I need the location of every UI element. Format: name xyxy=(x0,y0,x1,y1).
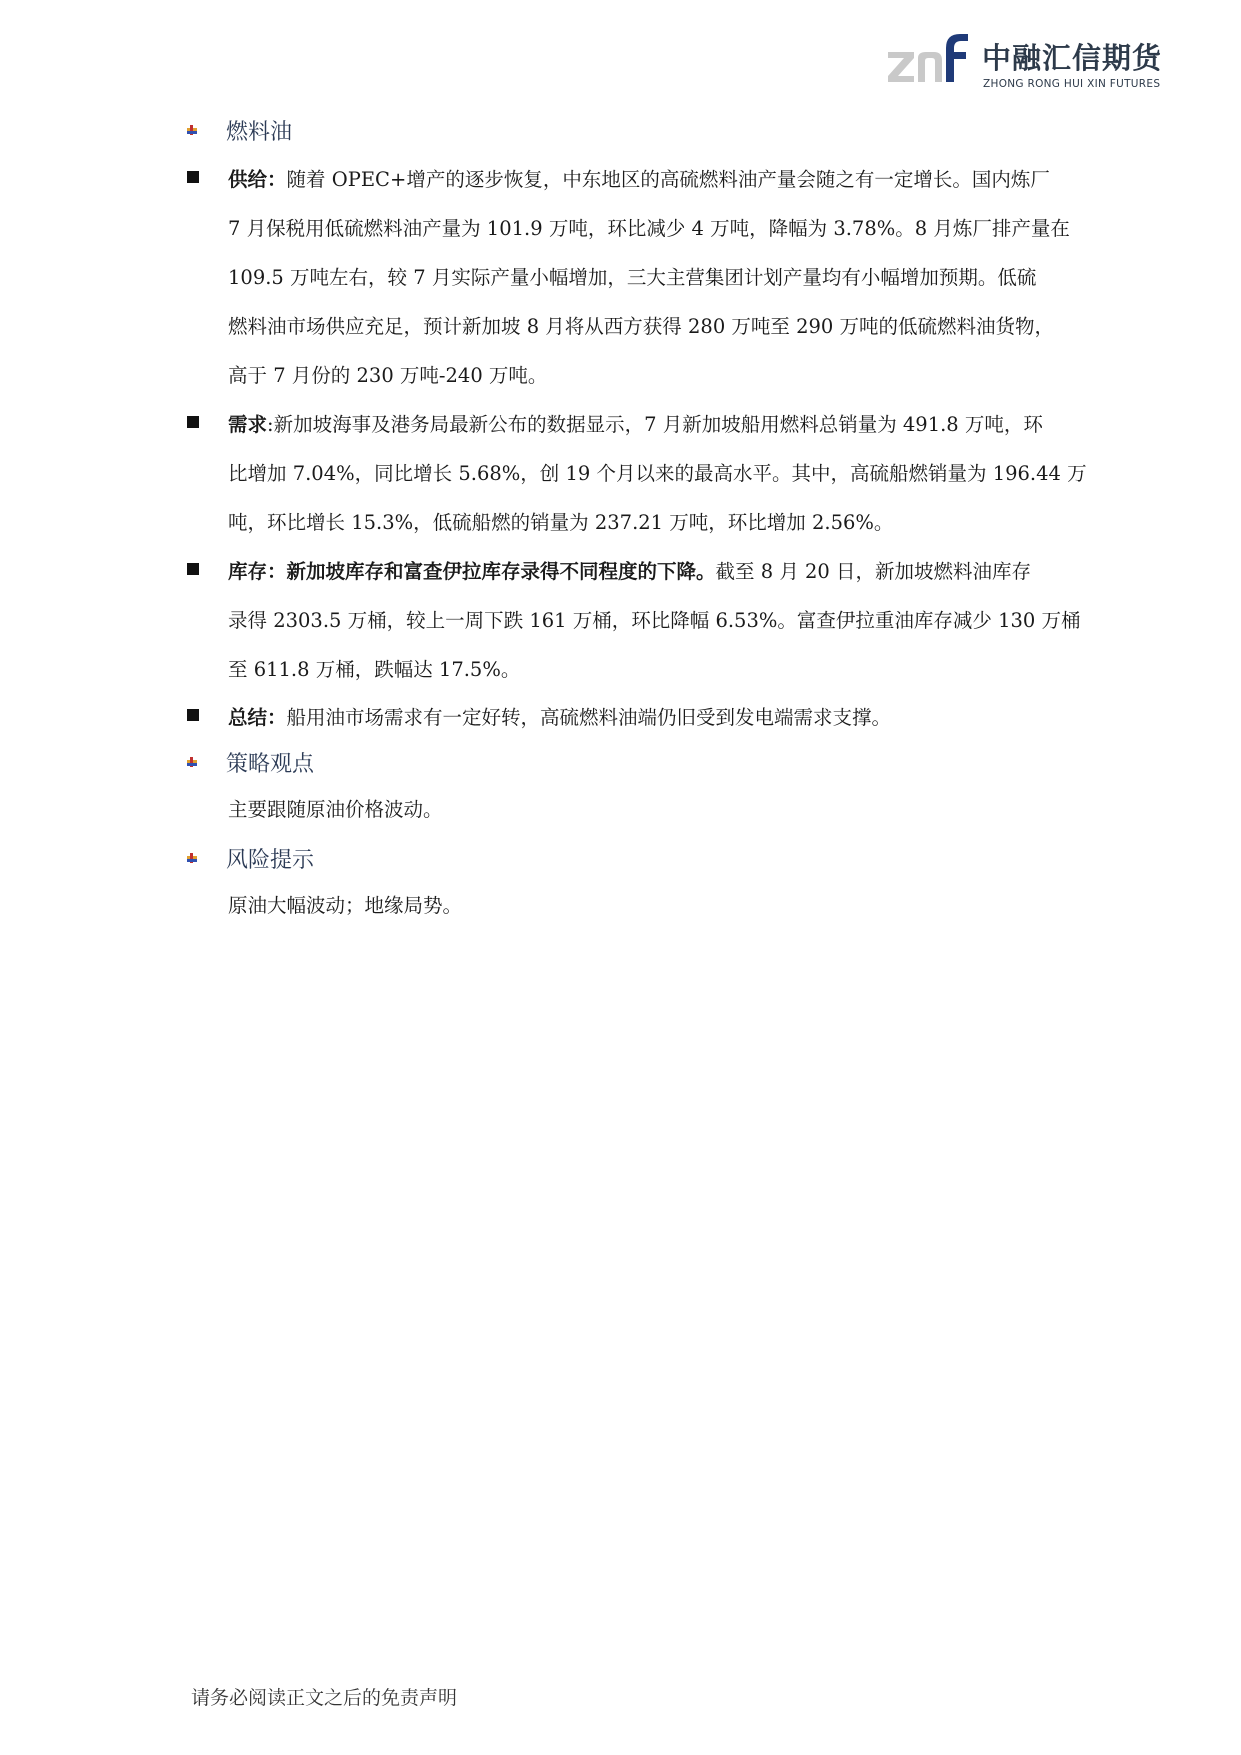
inventory-paragraph xyxy=(228,547,1128,694)
paragraph-line: 高于 7 月份的 230 万吨-240 万吨。 xyxy=(228,364,548,387)
section-bullet-icon xyxy=(184,123,200,137)
logo-company-name-cn: 中融汇信期货 xyxy=(982,41,1163,75)
section-heading-fuel-oil xyxy=(184,112,292,148)
section-heading-strategy xyxy=(184,744,314,780)
section-title: 风险提示 xyxy=(226,847,315,873)
company-logo xyxy=(884,30,1166,92)
section-title: 策略观点 xyxy=(226,751,315,777)
square-bullet-icon xyxy=(187,563,199,575)
paragraph-line xyxy=(228,547,1128,596)
paragraph-line: 比增加 7.04%，同比增长 5.68%，创 19 个月以来的最高水平。其中，高硫船燃销量为 196.44 万 xyxy=(228,462,1087,485)
demand-paragraph xyxy=(228,400,1128,547)
section-bullet-icon xyxy=(184,851,200,865)
square-bullet-icon xyxy=(187,416,199,428)
line-text: 截至 8 月 20 日，新加坡燃料油库存 xyxy=(715,560,1032,583)
paragraph-line: 吨，环比增长 15.3%，低硫船燃的销量为 237.21 万吨，环比增加 2.56%。 xyxy=(228,511,894,534)
strategy-body: 主要跟随原油价格波动。 xyxy=(228,798,443,821)
paragraph-line: 燃料油市场供应充足，预计新加坡 8 月将从西方获得 280 万吨至 290 万吨的低硫燃料油货物， xyxy=(228,315,1055,338)
section-title: 燃料油 xyxy=(226,119,293,145)
line-text: 随着 OPEC+增产的逐步恢复，中东地区的高硫燃料油产量会随之有一定增长。国内炼厂 xyxy=(286,168,1050,191)
paragraph-line: 录得 2303.5 万桶，较上一周下跌 161 万桶，环比降幅 6.53%。富查伊拉重油库存减少 130 万桶 xyxy=(228,609,1081,632)
paragraph-line: 7 月保税用低硫燃料油产量为 101.9 万吨，环比减少 4 万吨，降幅为 3.78%。8 月炼厂排产量在 xyxy=(228,217,1070,240)
paragraph-line: 至 611.8 万桶，跌幅达 17.5%。 xyxy=(228,658,521,681)
square-bullet-icon xyxy=(187,171,199,183)
supply-paragraph xyxy=(228,155,1128,400)
bullet-label: 供给： xyxy=(228,168,287,191)
section-bullet-icon xyxy=(184,755,200,769)
summary-paragraph xyxy=(228,693,1128,742)
risk-body: 原油大幅波动；地缘局势。 xyxy=(228,894,463,917)
square-bullet-icon xyxy=(187,709,199,721)
line-text: 船用油市场需求有一定好转，高硫燃料油端仍旧受到发电端需求支撑。 xyxy=(286,706,892,729)
znf-logo-mark-icon xyxy=(884,30,976,92)
paragraph-line xyxy=(228,693,1128,742)
bullet-label: 库存：新加坡库存和富查伊拉库存录得不同程度的下降。 xyxy=(228,560,716,583)
bullet-label: 需求 xyxy=(228,413,268,436)
footer-disclaimer: 请务必阅读正文之后的免责声明 xyxy=(191,1687,458,1709)
bullet-label: 总结： xyxy=(228,706,287,729)
paragraph-line xyxy=(228,155,1128,204)
paragraph-line xyxy=(228,400,1128,449)
section-heading-risk xyxy=(184,840,314,876)
line-text: :新加坡海事及港务局最新公布的数据显示，7 月新加坡船用燃料总销量为 491.8 万吨，环 xyxy=(267,413,1043,436)
paragraph-line: 109.5 万吨左右，较 7 月实际产量小幅增加，三大主营集团计划产量均有小幅增加预期。低硫 xyxy=(228,266,1037,289)
logo-company-name-en: ZHONG RONG HUI XIN FUTURES xyxy=(983,78,1161,90)
